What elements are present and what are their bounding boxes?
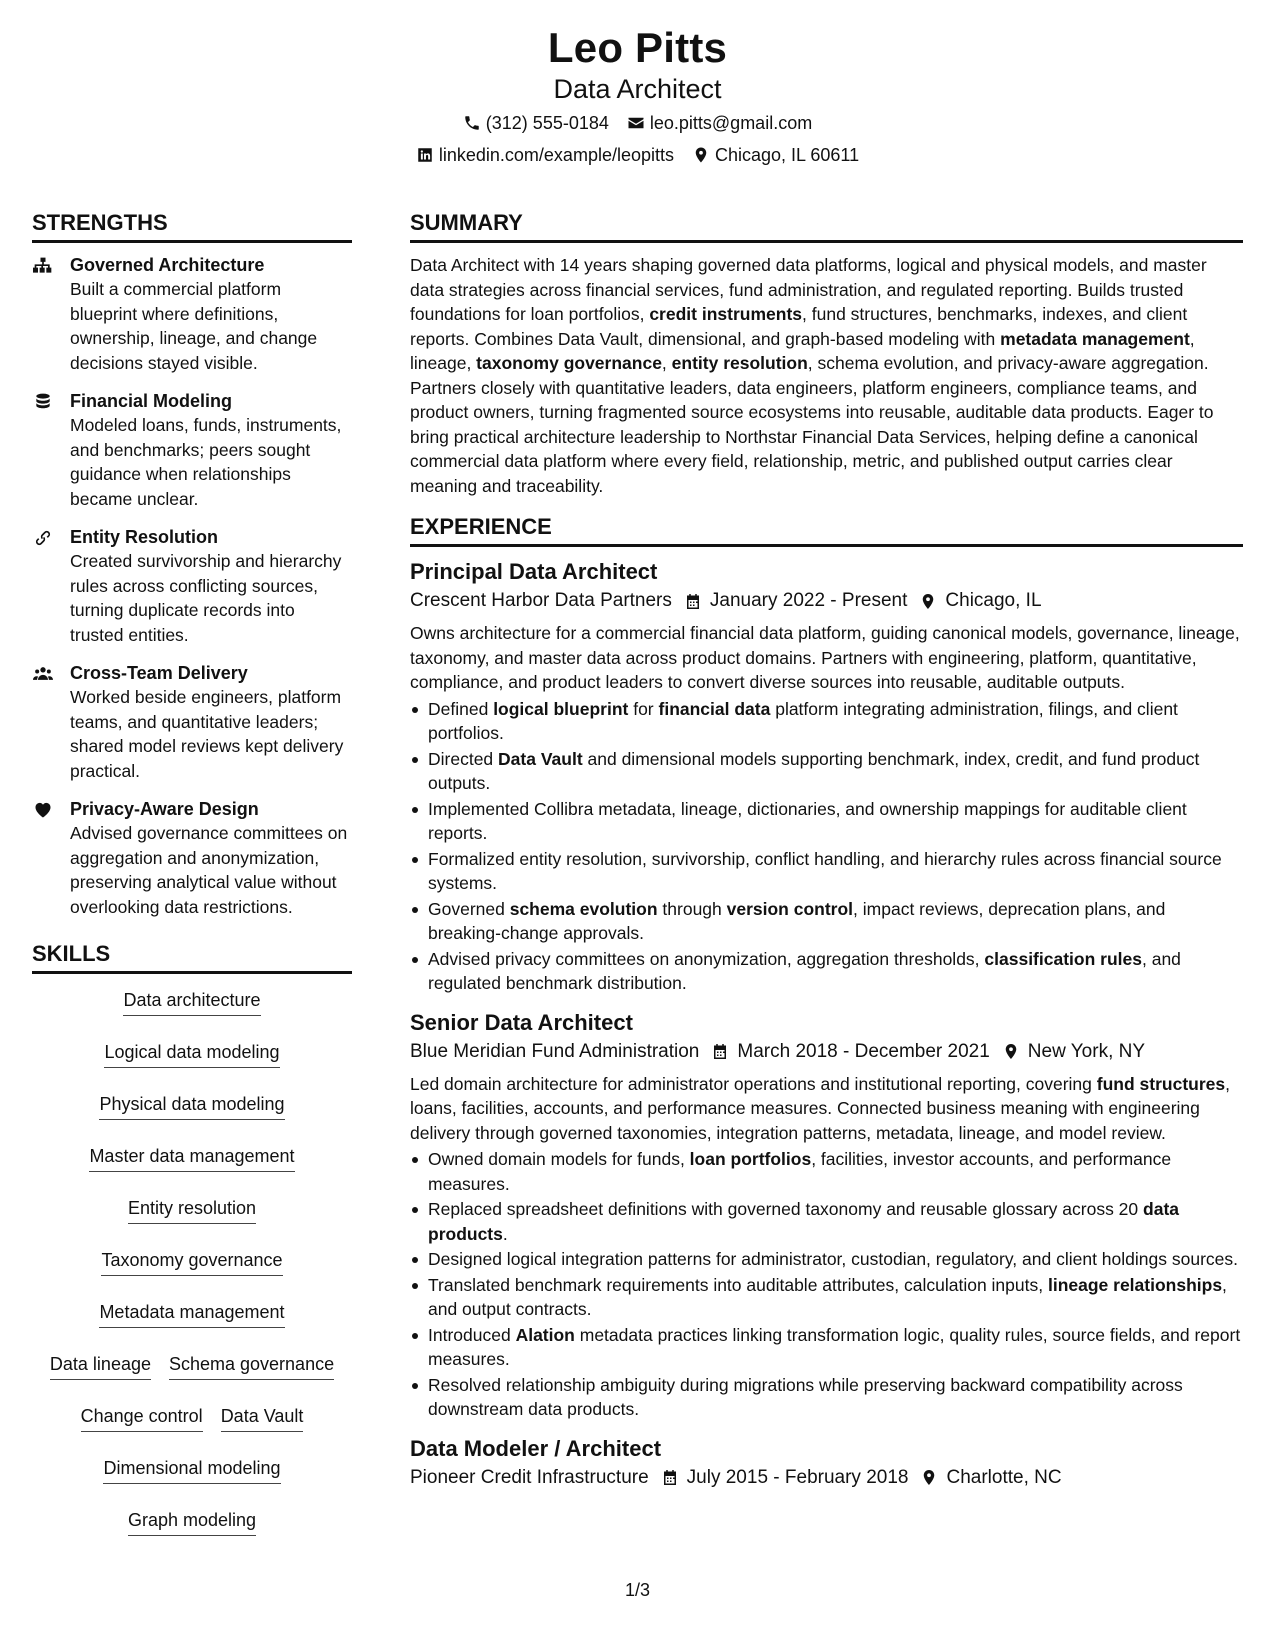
skills-list [32,984,352,1536]
job-company: Pioneer Credit Infrastructure [410,1466,649,1488]
skill-tag: Change control [81,1404,203,1432]
job-meta [410,1464,1243,1492]
skill-tag: Metadata management [99,1300,284,1328]
calendar-icon [711,1042,729,1061]
strength-name: Privacy-Aware Design [70,799,259,819]
jobs-list [410,557,1243,1492]
map-pin-icon [920,1468,938,1487]
job-bullets [410,697,1243,996]
email-contact[interactable] [627,111,812,135]
right-column [410,208,1243,1504]
strength-name: Financial Modeling [70,391,233,411]
strength-item [32,797,352,919]
heart-icon [32,797,56,919]
strengths-list [32,253,352,919]
summary-text: Data Architect with 14 years shaping governed data platforms, logical and physical models, and master data strategies across financial services, fund administration, and regulated reporting. Builds trusted foundations for loan portfolios, credit instruments, fund structures, benchmarks, indexes, and client reports. Combines Data Vault, dimensional, and graph-based modeling with metadata management, lineage, taxonomy governance, entity resolution, schema evolution, and privacy-aware aggregation. Partners closely with quantitative leaders, data engineers, platform engineers, compliance teams, and product owners, turning fragmented source ecosystems into reusable, auditable data products. Eager to bring practical architecture leadership to Northstar Financial Data Services, helping define a canonical commercial data platform where every field, relationship, metric, and published output carries clear meaning and traceability. [410,255,1214,496]
job-company: Blue Meridian Fund Administration [410,1040,700,1062]
candidate-name: Leo Pitts [547,24,728,71]
database-icon [32,389,56,511]
job-bullet: Owned domain models for funds, loan portfolios, facilities, investor accounts, and performance measures. [410,1147,1243,1196]
phone-contact [463,111,609,135]
map-pin-icon [919,592,937,611]
skill-tag: Schema governance [169,1352,334,1380]
job-bullet: Introduced Alation metadata practices linking transformation logic, quality rules, source fields, and report measures. [410,1323,1243,1372]
job-company: Crescent Harbor Data Partners [410,590,672,611]
skill-tag: Entity resolution [128,1196,256,1224]
email-text[interactable]: leo.pitts@gmail.com [649,113,813,133]
job-location: New York, NY [1002,1038,1145,1066]
job-bullet: Governed schema evolution through version control, impact reviews, deprecation plans, and breaking-change approvals. [410,897,1243,946]
skill-tag: Graph modeling [128,1508,256,1536]
job-bullet: Implemented Collibra metadata, lineage, dictionaries, and ownership mappings for auditable client reports. [410,797,1243,846]
location-text: Chicago, IL 60611 [715,145,860,165]
skill-tag: Dimensional modeling [103,1456,280,1484]
skill-tag: Data architecture [123,988,260,1016]
job-bullets [410,1147,1243,1422]
linkedin-text[interactable]: linkedin.com/example/leopitts [438,145,674,165]
strength-name: Governed Architecture [70,255,265,275]
sitemap-icon [32,253,56,375]
strengths-heading: STRENGTHS [32,208,352,243]
job-bullet: Designed logical integration patterns for administrator, custodian, regulatory, and client holdings sources. [410,1247,1243,1272]
contact-row-2 [0,143,1275,167]
job-bullet: Formalized entity resolution, survivorship, conflict handling, and hierarchy rules across financial source systems. [410,847,1243,896]
candidate-title: Data Architect [553,74,722,104]
summary-heading: SUMMARY [410,208,1243,243]
phone-icon [463,114,481,132]
users-icon [32,661,56,783]
link-icon [32,525,56,647]
strength-item [32,661,352,783]
job-title: Principal Data Architect [410,559,658,584]
strength-item [32,389,352,511]
strength-description: Advised governance committees on aggregation and anonymization, preserving analytical value without overlooking data restrictions. [70,823,348,917]
job-description: Led domain architecture for administrator operations and institutional reporting, covering fund structures, loans, facilities, accounts, and performance measures. Connected business meaning with engineering delivery through governed taxonomies, integration patterns, metadata, lineage, and model review. [410,1073,1230,1143]
skill-tag: Taxonomy governance [101,1248,282,1276]
strength-name: Cross-Team Delivery [70,663,248,683]
experience-heading: EXPERIENCE [410,512,1243,547]
job-location: Chicago, IL [919,587,1041,615]
job-dates: March 2018 - December 2021 [711,1038,989,1066]
skill-tag: Data Vault [221,1404,304,1432]
strength-description: Modeled loans, funds, instruments, and benchmarks; peers sought guidance when relationships became unclear. [70,415,342,509]
job-meta [410,587,1243,615]
skill-tag: Logical data modeling [104,1040,279,1068]
skills-heading: SKILLS [32,939,352,974]
strength-description: Worked beside engineers, platform teams, and quantitative leaders; shared model reviews kept delivery practical. [70,687,344,781]
job-bullet: Replaced spreadsheet definitions with governed taxonomy and reusable glossary across 20 data products. [410,1197,1243,1246]
strength-description: Built a commercial platform blueprint where definitions, ownership, lineage, and change decisions stayed visible. [70,279,318,373]
phone-text: (312) 555-0184 [485,113,609,133]
location-contact [692,143,859,167]
calendar-icon [661,1468,679,1487]
job-bullet: Directed Data Vault and dimensional models supporting benchmark, index, credit, and fund product outputs. [410,747,1243,796]
job-location: Charlotte, NC [920,1464,1061,1492]
left-column [32,208,352,1536]
strength-name: Entity Resolution [70,527,218,547]
job-description: Owns architecture for a commercial financial data platform, guiding canonical models, governance, lineage, taxonomy, and master data across product domains. Partners with engineering, platform, quantitative, compliance, and product leaders to convert diverse sources into reusable, auditable outputs. [410,623,1240,692]
map-pin-icon [692,146,710,164]
job-bullet: Advised privacy committees on anonymization, aggregation thresholds, classification rules, and regulated benchmark distribution. [410,947,1243,996]
skill-tag: Master data management [89,1144,294,1172]
resume-header [0,22,1275,167]
job-dates: July 2015 - February 2018 [661,1464,909,1492]
job-bullet: Translated benchmark requirements into auditable attributes, calculation inputs, lineage relationships, and output contracts. [410,1273,1243,1322]
job-dates: January 2022 - Present [684,587,908,615]
job-entry [410,1008,1243,1422]
job-entry [410,557,1243,996]
job-meta [410,1038,1243,1066]
job-bullet: Resolved relationship ambiguity during migrations while preserving backward compatibility across downstream data products. [410,1373,1243,1422]
contact-row-1 [0,111,1275,135]
envelope-icon [627,114,645,132]
map-pin-icon [1002,1042,1020,1061]
job-entry [410,1434,1243,1492]
job-bullet: Defined logical blueprint for financial data platform integrating administration, filings, and client portfolios. [410,697,1243,746]
strength-item [32,253,352,375]
linkedin-icon [416,146,434,164]
strength-item [32,525,352,647]
linkedin-contact[interactable] [416,143,674,167]
job-title: Senior Data Architect [410,1009,633,1035]
skill-tag: Data lineage [50,1352,151,1380]
job-title: Data Modeler / Architect [410,1435,662,1461]
strength-description: Created survivorship and hierarchy rules across conflicting sources, turning duplicate records into trusted entities. [70,551,342,645]
page-number: 1/3 [624,1580,651,1600]
skill-tag: Physical data modeling [99,1092,284,1120]
calendar-icon [684,592,702,611]
